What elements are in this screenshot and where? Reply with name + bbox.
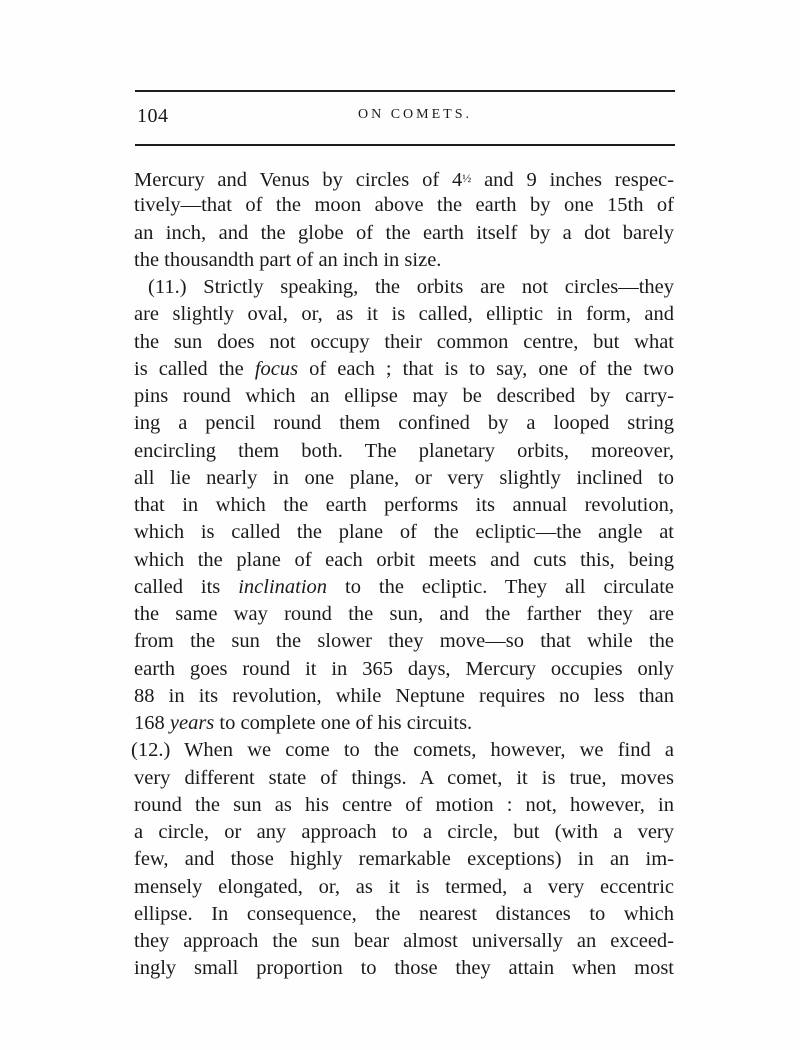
text-line: mensely elongated, or, as it is termed, a very eccentric bbox=[134, 875, 674, 898]
text-line: is called the focus of each ; that is to say, one of the two bbox=[134, 357, 674, 380]
text-line: they approach the sun bear almost universally an exceed- bbox=[134, 930, 674, 952]
text-line: that in which the earth performs its annual revolution, bbox=[134, 494, 674, 516]
text-line: are slightly oval, or, as it is called, elliptic in form, and bbox=[134, 303, 674, 326]
text-line: which the plane of each orbit meets and cuts this, being bbox=[134, 548, 674, 571]
text-line: the same way round the sun, and the farther they are bbox=[134, 603, 674, 625]
text-line: 88 in its revolution, while Neptune requires no less than bbox=[134, 684, 674, 707]
text-line: called its inclination to the ecliptic. They all circulate bbox=[134, 575, 674, 598]
text-line: few, and those highly remarkable exceptions) in an im- bbox=[134, 848, 674, 871]
text-line: from the sun the slower they move—so that while the bbox=[134, 630, 674, 653]
text-line: which is called the plane of the ecliptic—the angle at bbox=[134, 521, 674, 544]
text-line: encircling them both. The planetary orbits, moreover, bbox=[134, 439, 674, 462]
text-line: an inch, and the globe of the earth itself by a dot barely bbox=[134, 221, 674, 244]
paragraph-12-start: (12.) When we come to the comets, however, we find a bbox=[131, 739, 674, 762]
text-line: ellipse. In consequence, the nearest distances to which bbox=[134, 902, 674, 925]
text-line: round the sun as his centre of motion : not, however, in bbox=[134, 793, 674, 816]
text-line: Mercury and Venus by circles of $4^{\frac{1}{2}}$ and 9 inches respec- bbox=[134, 169, 674, 192]
italic-term: focus bbox=[254, 357, 299, 380]
page-header bbox=[135, 103, 675, 133]
text-line: pins round which an ellipse may be described by carry- bbox=[134, 385, 674, 407]
text-line: ingly small proportion to those they attain when most bbox=[134, 957, 674, 980]
running-head: ON COMETS. bbox=[357, 107, 472, 122]
paragraph-11-start: (11.) Strictly speaking, the orbits are not circles—they bbox=[148, 276, 674, 298]
fraction-half: ½ bbox=[462, 171, 472, 185]
italic-term: years bbox=[169, 712, 215, 734]
text-line: the sun does not occupy their common centre, but what bbox=[134, 330, 674, 353]
text-line: 168 years to complete one of his circuits. bbox=[134, 712, 473, 734]
body-text bbox=[131, 165, 674, 983]
header-rule-bottom bbox=[135, 144, 675, 146]
text-line: a circle, or any approach to a circle, but (with a very bbox=[134, 821, 674, 843]
text-line: very different state of things. A comet, it is true, moves bbox=[134, 766, 674, 789]
text-line: tively—that of the moon above the earth by one 15th of bbox=[134, 194, 674, 217]
header-rule-top bbox=[135, 90, 675, 92]
italic-term: inclination bbox=[238, 575, 328, 598]
page-number: 104 bbox=[137, 105, 169, 127]
text-line: the thousandth part of an inch in size. bbox=[134, 248, 442, 271]
text-line: earth goes round it in 365 days, Mercury occupies only bbox=[134, 657, 674, 680]
text-line: all lie nearly in one plane, or very slightly inclined to bbox=[134, 466, 674, 489]
text-line: ing a pencil round them confined by a looped string bbox=[134, 412, 674, 435]
